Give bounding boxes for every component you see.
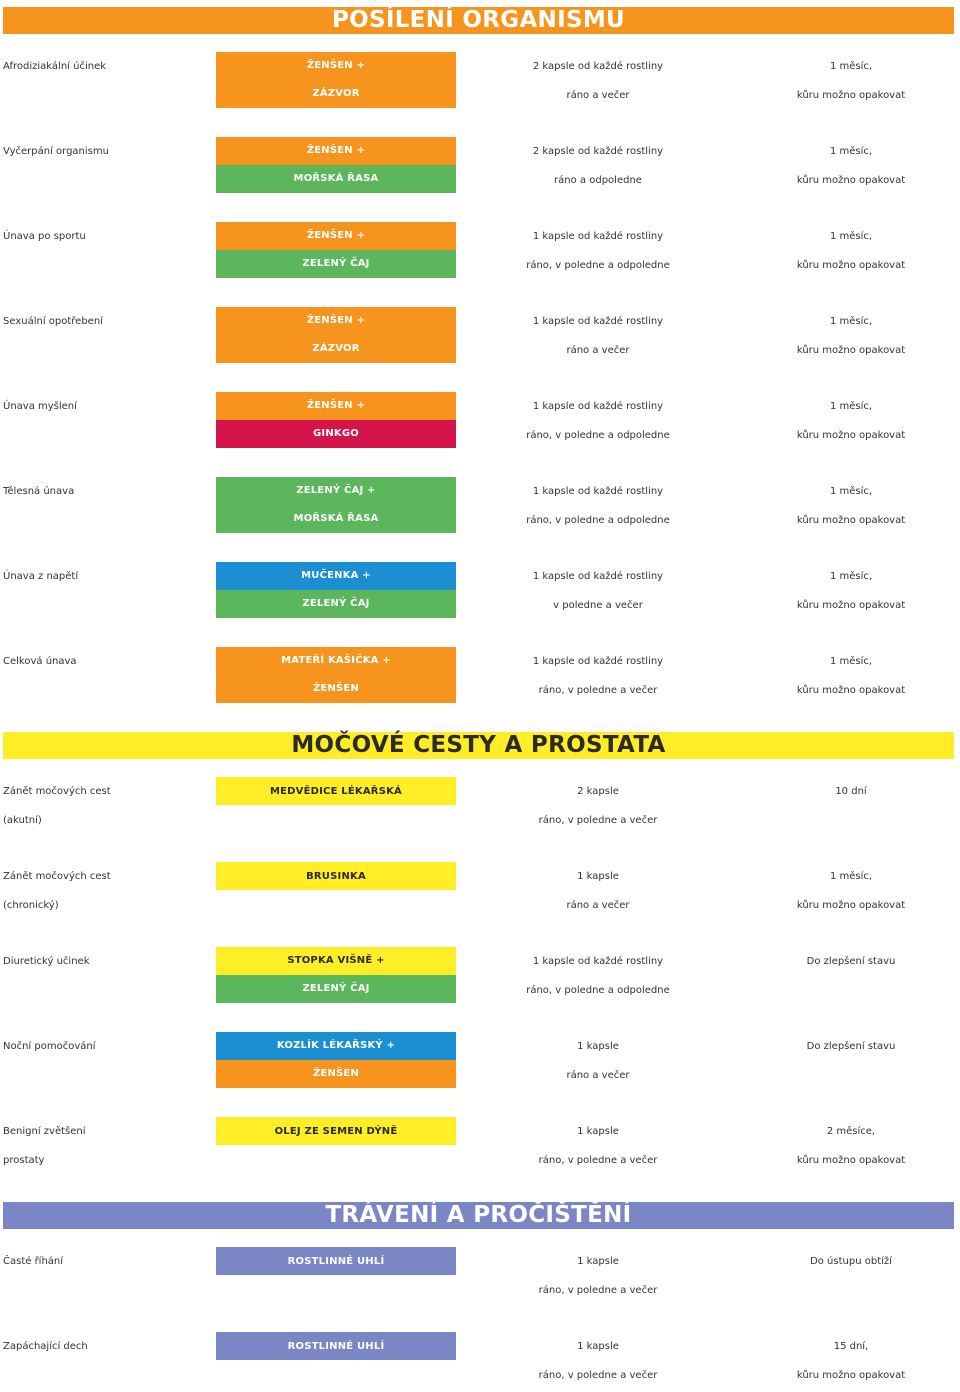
- duration-text: kůru možno opakovat: [796, 515, 906, 526]
- dosage-text: ráno, v poledne a večer: [538, 1370, 658, 1381]
- condition-text: Zapáchající dech: [3, 1341, 88, 1352]
- table-row: [0, 1032, 960, 1092]
- condition-cell: [3, 52, 208, 81]
- herb-name: ŽENŠEN +: [216, 307, 456, 335]
- table-row: [0, 777, 960, 837]
- dosage-text: ráno, v poledne a večer: [538, 815, 658, 826]
- herb-badge: [216, 862, 456, 918]
- dosage-text: ráno a odpoledne: [554, 175, 642, 186]
- condition-cell: [3, 647, 208, 676]
- dosage-cell: [462, 862, 734, 920]
- condition-cell: [3, 392, 208, 421]
- condition-cell: [3, 1332, 208, 1361]
- dosage-cell: [462, 52, 734, 110]
- duration-text: 1 měsíc,: [829, 146, 873, 157]
- duration-cell: [742, 392, 960, 450]
- duration-cell: [742, 1117, 960, 1175]
- condition-cell: [3, 307, 208, 336]
- herb-name: GINKGO: [216, 420, 456, 448]
- dosage-cell: [462, 1247, 734, 1305]
- herb-name: ŽENŠEN +: [216, 52, 456, 80]
- duration-cell: [742, 647, 960, 705]
- table-row: [0, 1247, 960, 1307]
- table-row: [0, 52, 960, 112]
- herb-badge: [216, 777, 456, 833]
- duration-text: 1 měsíc,: [829, 571, 873, 582]
- herb-name: ZELENÝ ČAJ +: [216, 477, 456, 505]
- condition-text: Únava po sportu: [3, 231, 86, 242]
- condition-cell: [3, 477, 208, 506]
- herb-name: ŽENŠEN +: [216, 392, 456, 420]
- condition-text: Afrodiziakální účinek: [3, 61, 107, 72]
- dosage-cell: [462, 947, 734, 1005]
- dosage-text: ráno a večer: [566, 90, 630, 101]
- condition-text: Zánět močových cest: [3, 786, 111, 797]
- herb-badge: [216, 307, 456, 363]
- duration-text: kůru možno opakovat: [796, 260, 906, 271]
- herb-badge: [216, 947, 456, 1003]
- duration-cell: [742, 1032, 960, 1061]
- duration-cell: [742, 777, 960, 806]
- herb-name: ZELENÝ ČAJ: [216, 590, 456, 618]
- condition-text: Celková únava: [3, 656, 77, 667]
- condition-text: Tělesná únava: [3, 486, 75, 497]
- herb-name: ŽENŠEN +: [216, 222, 456, 250]
- dosage-text: 1 kapsle od každé rostliny: [532, 956, 664, 967]
- dosage-text: 1 kapsle: [577, 1126, 619, 1137]
- condition-cell: [3, 562, 208, 591]
- duration-cell: [742, 1332, 960, 1390]
- dosage-text: 2 kapsle od každé rostliny: [532, 61, 664, 72]
- herb-badge: [216, 1247, 456, 1303]
- dosage-text: 1 kapsle: [577, 1256, 619, 1267]
- herb-badge: [216, 52, 456, 108]
- herb-name: ROSTLINNÉ UHLÍ: [216, 1247, 456, 1275]
- duration-text: kůru možno opakovat: [796, 900, 906, 911]
- dosage-cell: [462, 647, 734, 705]
- duration-text: 1 měsíc,: [829, 401, 873, 412]
- dosage-text: ráno, v poledne a večer: [538, 1155, 658, 1166]
- herb-badge: [216, 1117, 456, 1173]
- dosage-cell: [462, 562, 734, 620]
- dosage-text: ráno a večer: [566, 1070, 630, 1081]
- duration-text: Do zlepšení stavu: [806, 1041, 896, 1052]
- dosage-text: 1 kapsle od každé rostliny: [532, 571, 664, 582]
- dosage-cell: [462, 477, 734, 535]
- herb-name: ZÁZVOR: [216, 80, 456, 108]
- table-row: [0, 947, 960, 1007]
- duration-cell: [742, 307, 960, 365]
- dosage-cell: [462, 1117, 734, 1175]
- dosage-text: 1 kapsle: [577, 871, 619, 882]
- herb-name: BRUSINKA: [216, 862, 456, 890]
- duration-text: 1 měsíc,: [829, 871, 873, 882]
- condition-text: Diuretický učinek: [3, 956, 90, 967]
- dosage-text: ráno a večer: [566, 345, 630, 356]
- duration-text: Do ústupu obtíží: [810, 1256, 892, 1267]
- condition-cell: [3, 1117, 208, 1175]
- duration-text: 15 dní,: [833, 1341, 869, 1352]
- duration-text: kůru možno opakovat: [796, 345, 906, 356]
- herb-name: MOŘSKÁ ŘASA: [216, 505, 456, 533]
- dosage-text: 1 kapsle od každé rostliny: [532, 401, 664, 412]
- duration-text: 10 dní: [835, 786, 867, 797]
- condition-cell: [3, 1032, 208, 1061]
- duration-text: kůru možno opakovat: [796, 430, 906, 441]
- duration-text: 1 měsíc,: [829, 316, 873, 327]
- herb-badge: [216, 647, 456, 703]
- herb-name: ZELENÝ ČAJ: [216, 250, 456, 278]
- dosage-cell: [462, 1332, 734, 1390]
- herb-name: ZÁZVOR: [216, 335, 456, 363]
- condition-cell: [3, 862, 208, 920]
- dosage-text: 2 kapsle od každé rostliny: [532, 146, 664, 157]
- herb-badge: [216, 477, 456, 533]
- duration-text: 1 měsíc,: [829, 231, 873, 242]
- condition-text: Benigní zvětšení: [3, 1126, 86, 1137]
- herb-badge: [216, 1332, 456, 1388]
- herb-name: OLEJ ZE SEMEN DÝNĚ: [216, 1117, 456, 1145]
- table-row: [0, 647, 960, 707]
- dosage-text: v poledne a večer: [553, 600, 643, 611]
- table-row: [0, 1117, 960, 1177]
- duration-text: 2 měsíce,: [826, 1126, 876, 1137]
- duration-cell: [742, 947, 960, 976]
- duration-cell: [742, 562, 960, 620]
- dosage-text: 1 kapsle od každé rostliny: [532, 231, 664, 242]
- table-row: [0, 137, 960, 197]
- table-row: [0, 862, 960, 922]
- dosage-text: 1 kapsle od každé rostliny: [532, 316, 664, 327]
- duration-text: kůru možno opakovat: [796, 1155, 906, 1166]
- table-row: [0, 222, 960, 282]
- duration-text: 1 měsíc,: [829, 656, 873, 667]
- dosage-cell: [462, 392, 734, 450]
- dosage-cell: [462, 1032, 734, 1090]
- duration-cell: [742, 862, 960, 920]
- herb-badge: [216, 222, 456, 278]
- herb-name: KOZLÍK LÉKAŘSKÝ +: [216, 1032, 456, 1060]
- herb-name: ŽENŠEN: [216, 675, 456, 703]
- section-header: POSÍLENÍ ORGANISMU: [3, 7, 954, 34]
- dosage-cell: [462, 137, 734, 195]
- duration-text: kůru možno opakovat: [796, 175, 906, 186]
- dosage-text: ráno, v poledne a večer: [538, 685, 658, 696]
- table-row: [0, 392, 960, 452]
- duration-text: kůru možno opakovat: [796, 1370, 906, 1381]
- condition-text: (akutní): [3, 815, 42, 826]
- section-header: MOČOVÉ CESTY A PROSTATA: [3, 732, 954, 759]
- dosage-text: 1 kapsle od každé rostliny: [532, 656, 664, 667]
- herb-badge: [216, 137, 456, 193]
- condition-text: Sexuální opotřebení: [3, 316, 103, 327]
- herb-name: MATEŘÍ KAŠIČKA +: [216, 647, 456, 675]
- herb-badge: [216, 562, 456, 618]
- herb-name: ROSTLINNÉ UHLÍ: [216, 1332, 456, 1360]
- dosage-text: 1 kapsle od každé rostliny: [532, 486, 664, 497]
- condition-text: Únava z napětí: [3, 571, 79, 582]
- herb-name: MOŘSKÁ ŘASA: [216, 165, 456, 193]
- section-header: TRÁVENÍ A PROČIŠTĚNÍ: [3, 1202, 954, 1229]
- duration-text: Do zlepšení stavu: [806, 956, 896, 967]
- condition-cell: [3, 222, 208, 251]
- table-row: [0, 562, 960, 622]
- condition-text: prostaty: [3, 1155, 45, 1166]
- condition-text: Časté říhání: [3, 1256, 64, 1267]
- dosage-text: 1 kapsle: [577, 1341, 619, 1352]
- duration-cell: [742, 52, 960, 110]
- herb-badge: [216, 1032, 456, 1088]
- duration-cell: [742, 477, 960, 535]
- condition-cell: [3, 947, 208, 976]
- table-row: [0, 307, 960, 367]
- herb-name: STOPKA VIŠNĚ +: [216, 947, 456, 975]
- duration-text: 1 měsíc,: [829, 486, 873, 497]
- dosage-cell: [462, 777, 734, 835]
- table-row: [0, 477, 960, 537]
- dosage-text: ráno, v poledne a večer: [538, 1285, 658, 1296]
- duration-text: kůru možno opakovat: [796, 685, 906, 696]
- duration-cell: [742, 137, 960, 195]
- herb-badge: [216, 392, 456, 448]
- condition-cell: [3, 137, 208, 166]
- condition-cell: [3, 1247, 208, 1276]
- dosage-text: ráno, v poledne a odpoledne: [526, 260, 670, 271]
- condition-text: (chronický): [3, 900, 59, 911]
- duration-cell: [742, 222, 960, 280]
- dosage-text: ráno a večer: [566, 900, 630, 911]
- herb-name: MUČENKA +: [216, 562, 456, 590]
- table-row: [0, 1332, 960, 1392]
- condition-text: Únava myšlení: [3, 401, 77, 412]
- dosage-text: 1 kapsle: [577, 1041, 619, 1052]
- duration-cell: [742, 1247, 960, 1276]
- duration-text: kůru možno opakovat: [796, 600, 906, 611]
- herb-name: ŽENŠEN +: [216, 137, 456, 165]
- condition-cell: [3, 777, 208, 835]
- dosage-text: ráno, v poledne a odpoledne: [526, 985, 670, 996]
- dosage-text: ráno, v poledne a odpoledne: [526, 430, 670, 441]
- dosage-text: 2 kapsle: [577, 786, 619, 797]
- herb-name: ZELENÝ ČAJ: [216, 975, 456, 1003]
- dosage-cell: [462, 307, 734, 365]
- duration-text: 1 měsíc,: [829, 61, 873, 72]
- dosage-cell: [462, 222, 734, 280]
- herb-name: ŽENŠEN: [216, 1060, 456, 1088]
- condition-text: Vyčerpání organismu: [3, 146, 109, 157]
- herb-name: MEDVĚDICE LÉKAŘSKÁ: [216, 777, 456, 805]
- condition-text: Zánět močových cest: [3, 871, 111, 882]
- condition-text: Noční pomočování: [3, 1041, 96, 1052]
- duration-text: kůru možno opakovat: [796, 90, 906, 101]
- dosage-text: ráno, v poledne a odpoledne: [526, 515, 670, 526]
